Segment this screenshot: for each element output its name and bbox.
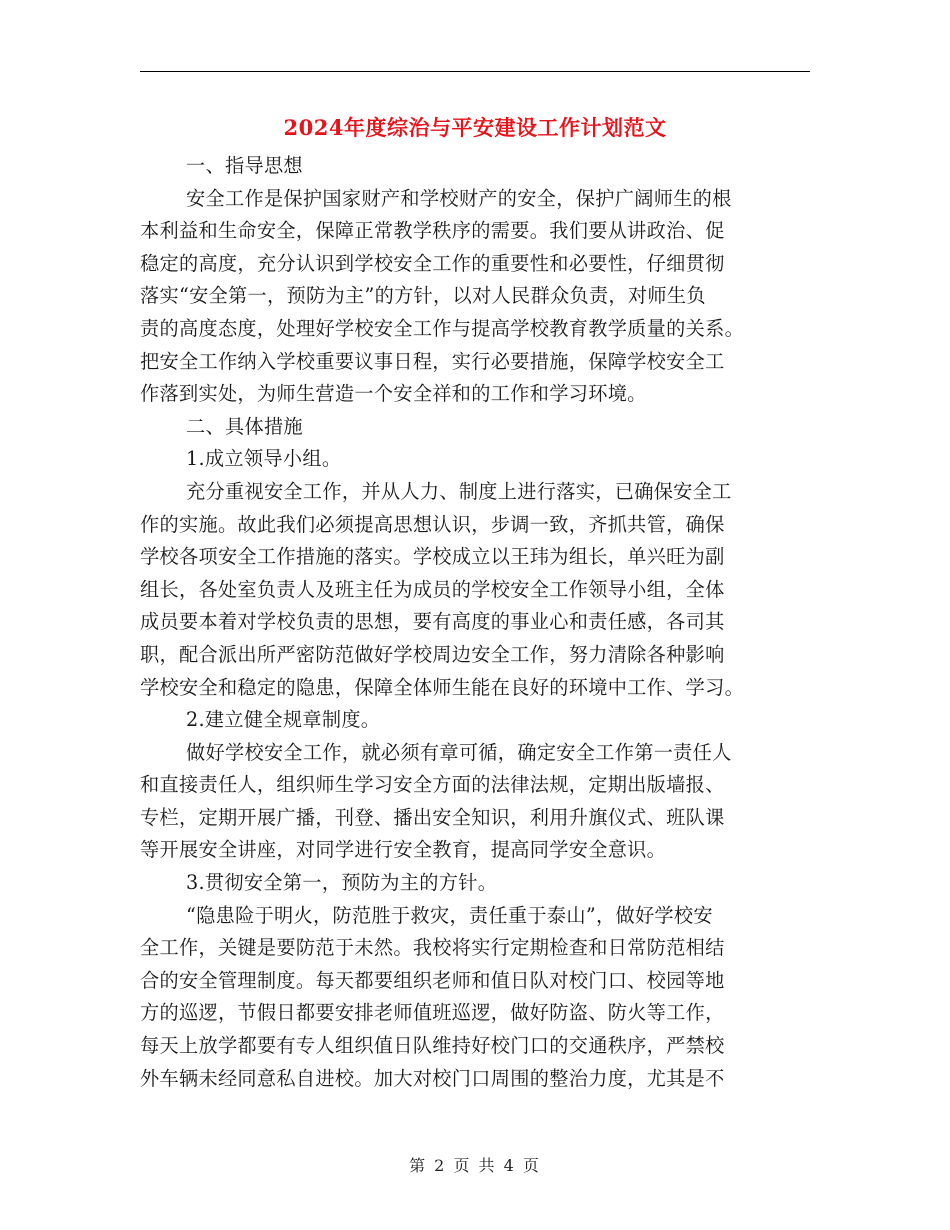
text-line: 2.建立健全规章制度。: [186, 708, 381, 732]
text-line: 3.贯彻安全第一，预防为主的方针。: [186, 871, 498, 895]
text-line: 成员要本着对学校负责的思想，要有高度的事业心和责任感，各司其: [140, 610, 725, 634]
text-line: 稳定的高度，充分认识到学校安全工作的重要性和必要性，仔细贯彻: [140, 251, 725, 275]
text-line: 学校各项安全工作措施的落实。学校成立以王玮为组长，单兴旺为副: [140, 545, 725, 569]
text-line: 外车辆未经同意私自进校。加大对校门口周围的整治力度，尤其是不: [140, 1066, 725, 1090]
text-line: 等开展安全讲座，对同学进行安全教育，提高同学安全意识。: [140, 838, 667, 862]
text-line: 和直接责任人，组织师生学习安全方面的法律法规，定期出版墙报、: [140, 773, 725, 797]
text-line: 1.成立领导小组。: [186, 447, 342, 471]
text-line: “隐患险于明火，防范胜于救灾，责任重于泰山”，做好学校安: [186, 903, 713, 927]
text-line: 本利益和生命安全，保障正常教学秩序的需要。我们要从讲政治、促: [140, 219, 725, 243]
text-line: 做好学校安全工作，就必须有章可循，确定安全工作第一责任人: [186, 740, 732, 764]
text-line: 安全工作是保护国家财产和学校财产的安全，保护广阔师生的根: [186, 186, 732, 210]
page-number: 第 2 页 共 4 页: [409, 1156, 541, 1175]
text-line: 专栏，定期开展广播，刊登、播出安全知识，利用升旗仪式、班队课: [140, 805, 725, 829]
text-line: 全工作，关键是要防范于未然。我校将实行定期检查和日常防范相结: [140, 936, 725, 960]
document-body: [140, 150, 810, 1095]
page-footer: [0, 1153, 950, 1176]
text-line: 每天上放学都要有专人组织值日队维持好校门口的交通秩序，严禁校: [140, 1034, 725, 1058]
text-line: 方的巡逻，节假日都要安排老师值班巡逻，做好防盗、防火等工作，: [140, 1001, 725, 1025]
header-rule: [140, 71, 810, 72]
text-line: 组长，各处室负责人及班主任为成员的学校安全工作领导小组，全体: [140, 577, 725, 601]
text-line: 合的安全管理制度。每天都要组织老师和值日队对校门口、校园等地: [140, 968, 725, 992]
text-line: 职，配合派出所严密防范做好学校周边安全工作，努力清除各种影响: [140, 642, 725, 666]
text-line: 充分重视安全工作，并从人力、制度上进行落实，已确保安全工: [186, 479, 732, 503]
document-title: 2024年度综治与平安建设工作计划范文: [283, 115, 667, 140]
text-line: 作落到实处，为师生营造一个安全祥和的工作和学习环境。: [140, 382, 647, 406]
text-line: 作的实施。故此我们必须提高思想认识，步调一致，齐抓共管，确保: [140, 512, 725, 536]
text-line: 责的高度态度，处理好学校安全工作与提高学校教育教学质量的关系。: [140, 316, 745, 340]
text-line: 学校安全和稳定的隐患，保障全体师生能在良好的环境中工作、学习。: [140, 675, 745, 699]
text-line: 二、具体措施: [186, 414, 303, 438]
text-line: 一、指导思想: [186, 154, 303, 177]
text-line: 把安全工作纳入学校重要议事日程，实行必要措施，保障学校安全工: [140, 349, 725, 373]
text-line: 落实“安全第一，预防为主”的方针，以对人民群众负责，对师生负: [140, 284, 706, 308]
